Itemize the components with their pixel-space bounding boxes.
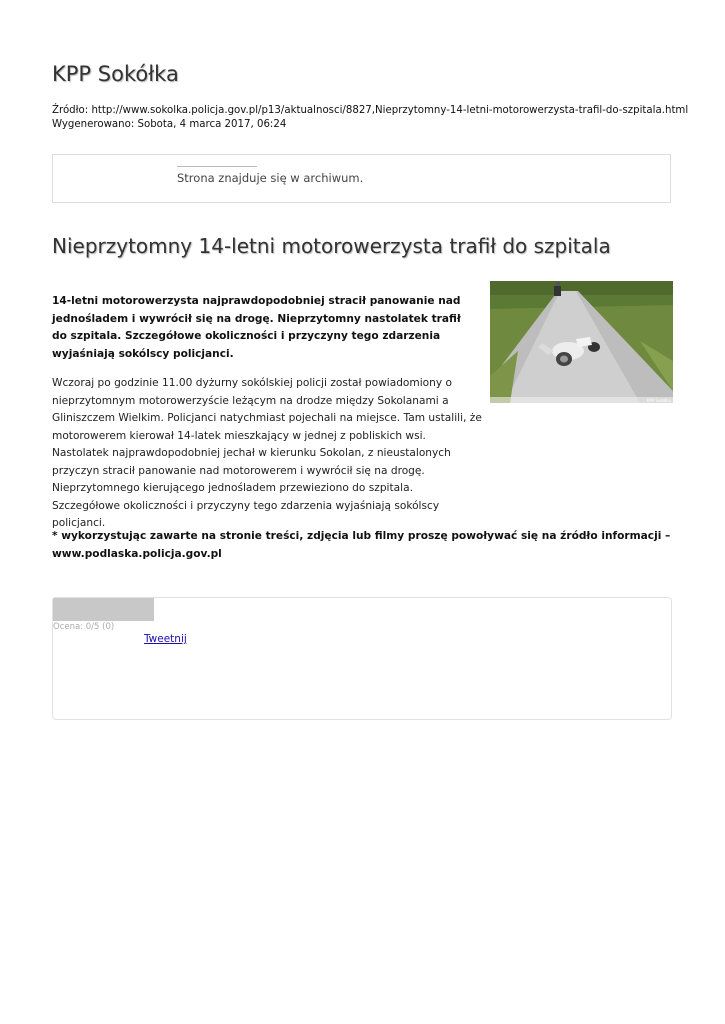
print-meta — [52, 104, 688, 132]
tweet-link[interactable]: Tweetnij — [144, 633, 187, 645]
archive-notice: Strona znajduje się w archiwum. — [177, 171, 364, 185]
divider — [177, 166, 257, 167]
source-footnote: * wykorzystując zawarte na stronie treści, zdjęcia lub filmy proszę powoływać się na źródło informacji – www.podlaska.policja.gov.pl — [52, 530, 671, 560]
article-photo[interactable] — [490, 281, 673, 403]
rating-panel — [52, 597, 672, 720]
rating-stars-bar[interactable] — [53, 598, 154, 621]
rating-score: Ocena: 0/5 (0) — [53, 622, 115, 632]
site-title: KPP Sokółka — [52, 62, 179, 86]
photo-caption: KPP Sokółka — [646, 398, 671, 403]
archive-notice-box — [52, 154, 671, 203]
source-url: Źródło: http://www.sokolka.policja.gov.pl/p13/aktualnosci/8827,Nieprzytomny-14-letni-motorowerzysta-trafil-do-szpitala.html — [52, 105, 689, 116]
crashed-moped-photo — [490, 281, 673, 403]
generated-date: Wygenerowano: Sobota, 4 marca 2017, 06:24 — [52, 119, 287, 130]
article-title: Nieprzytomny 14-letni motorowerzysta trafił do szpitala — [52, 234, 611, 258]
article-body: Wczoraj po godzinie 11.00 dyżurny sokólskiej policji został powiadomiony o nieprzytomnym motorowerzyście leżącym na drodze między Sokolanami a Gliniszczem Wielkim. Policjanci natychmiast pojechali na miejsce. Tam ustalili, że motorowerem kierował 14-latek mieszkający w jednej z pobliskich wsi. Nastolatek najprawdopodobniej jechał w kierunku Sokolan, z nieustalonych przyczyn stracił panowanie nad motorowerem i wywrócił się na drogę. Nieprzytomnego kierującego jednośladem przewieziono do szpitala. Szczegółowe okoliczności i przyczyny tego zdarzenia wyjaśniają sokólscy policjanci. — [52, 377, 482, 529]
article-lead: 14-letni motorowerzysta najprawdopodobniej stracił panowanie nad jednośladem i wywrócił się na drogę. Nieprzytomny nastolatek trafił do szpitala. Szczegółowe okoliczności i przyczyny tego zdarzenia wyjaśniają sokólscy policjanci. — [52, 295, 461, 360]
